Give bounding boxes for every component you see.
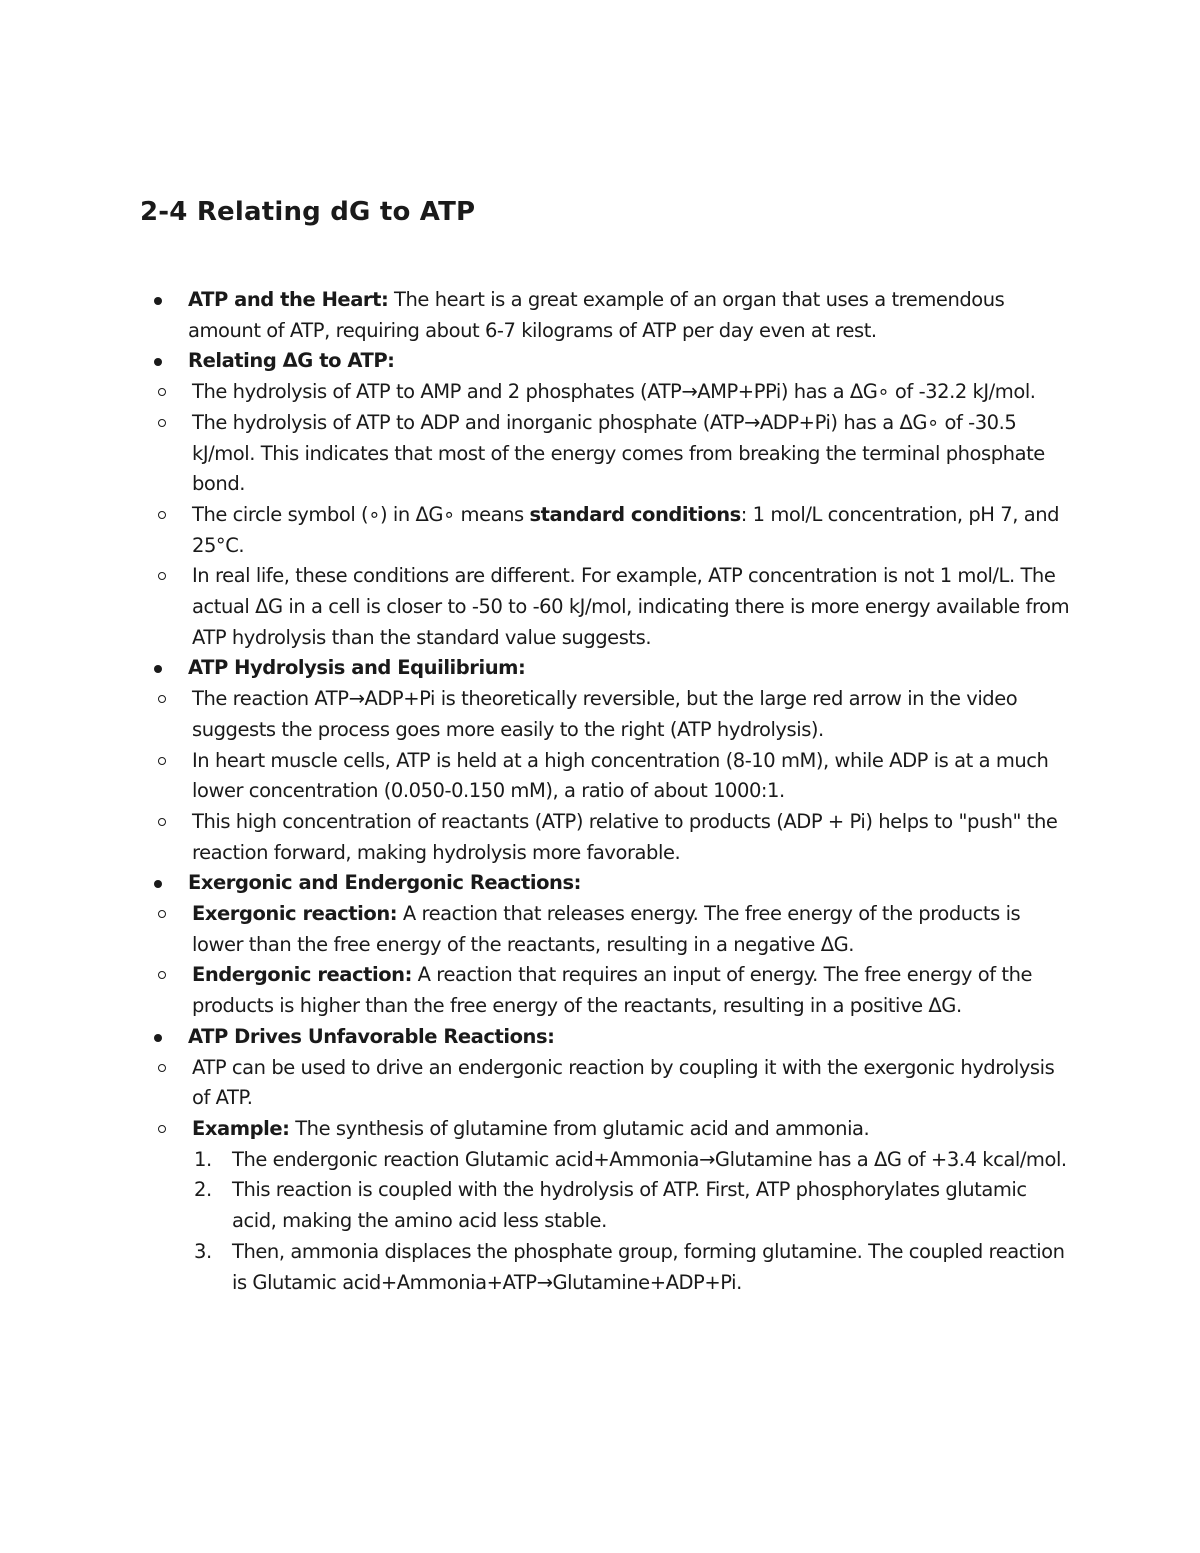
section-label: Exergonic and Endergonic Reactions: <box>188 871 581 895</box>
bullet-circle-icon <box>158 971 166 979</box>
sub-bullet-bold-term: standard conditions <box>529 502 741 526</box>
sub-bullet-text: The hydrolysis of ATP to AMP and 2 phosphates (ATP→AMP+PPi) has a ΔG∘ of -32.2 kJ/mol. <box>192 380 1036 404</box>
sub-bullet-text-post: A reaction that releases energy. The free energy of the products is lower than the free energy of the reactants, resulting in a negative ΔG. <box>192 902 1021 956</box>
section-text: The heart is a great example of an organ that uses a tremendous amount of ATP, requiring about 6-7 kilograms of ATP per day even at rest. <box>188 288 1005 342</box>
bullet-circle-icon <box>158 818 166 826</box>
sub-bullet-atp-to-adp <box>152 408 1072 500</box>
step-number: 3. <box>194 1239 212 1263</box>
step-text: The endergonic reaction Glutamic acid+Ammonia→Glutamine has a ΔG of +3.4 kcal/mol. <box>232 1147 1067 1171</box>
bullet-circle-icon <box>158 511 166 519</box>
bullet-relating-dg-to-atp <box>152 346 1072 377</box>
sub-bullet-text-post: : 1 mol/L concentration, pH 7, and 25°C. <box>192 502 1060 557</box>
bullet-disc-icon <box>154 297 162 305</box>
bullet-circle-icon <box>158 695 166 703</box>
numbered-step-1 <box>192 1145 1072 1176</box>
sub-bullet-standard-conditions <box>152 500 1072 561</box>
sub-bullet-real-life <box>152 561 1072 653</box>
bullet-circle-icon <box>158 572 166 580</box>
bullet-exergonic-endergonic <box>152 868 1072 899</box>
sub-bullet-text: ATP can be used to drive an endergonic reaction by coupling it with the exergonic hydrolysis of ATP. <box>192 1055 1055 1110</box>
sub-bullet-bold-term: Example: <box>192 1116 290 1140</box>
sub-bullet-atp-to-amp <box>152 377 1072 408</box>
section-label: ATP Hydrolysis and Equilibrium: <box>188 656 526 680</box>
sub-bullet-text: This high concentration of reactants (ATP) relative to products (ADP + Pi) helps to "push" the reaction forward, making hydrolysis more favorable. <box>192 809 1058 864</box>
bullet-circle-icon <box>158 1125 166 1133</box>
sub-bullet-endergonic <box>152 960 1072 1021</box>
sub-bullet-coupling <box>152 1053 1072 1114</box>
page-title: 2-4 Relating dG to ATP <box>140 197 476 227</box>
bullet-hydrolysis-equilibrium <box>152 653 1072 684</box>
bullet-circle-icon <box>158 1064 166 1072</box>
sub-bullet-text: The hydrolysis of ATP to ADP and inorganic phosphate (ATP→ADP+Pi) has a ΔG∘ of -30.5 kJ/mol. This indicates that most of the energy comes from breaking the terminal phosphate bond. <box>192 410 1045 496</box>
section-label: Relating ΔG to ATP: <box>188 349 395 373</box>
sub-bullet-exergonic <box>152 899 1072 960</box>
step-text: This reaction is coupled with the hydrolysis of ATP. First, ATP phosphorylates glutamic acid, making the amino acid less stable. <box>232 1178 1027 1233</box>
sub-bullet-text-post: A reaction that requires an input of energy. The free energy of the products is higher than the free energy of the reactants, resulting in a positive ΔG. <box>192 963 1033 1018</box>
bullet-disc-icon <box>154 1034 162 1042</box>
sub-bullet-text: In heart muscle cells, ATP is held at a high concentration (8-10 mM), while ADP is at a much lower concentration (0.050-0.150 mM), a ratio of about 1000:1. <box>192 748 1049 803</box>
step-text: Then, ammonia displaces the phosphate group, forming glutamine. The coupled reaction is Glutamic acid+Ammonia+ATP→Glutamine+ADP+Pi. <box>232 1239 1065 1294</box>
sub-bullet-push-reaction <box>152 807 1072 868</box>
bullet-disc-icon <box>154 665 162 673</box>
sub-bullet-bold-term: Endergonic reaction: <box>192 963 412 987</box>
bullet-circle-icon <box>158 910 166 918</box>
bullet-disc-icon <box>154 880 162 888</box>
numbered-step-3 <box>192 1237 1072 1298</box>
sub-bullet-text: The reaction ATP→ADP+Pi is theoretically reversible, but the large red arrow in the video suggests the process goes more easily to the right (ATP hydrolysis). <box>192 687 1018 741</box>
step-number: 2. <box>194 1178 212 1202</box>
bullet-atp-drives-reactions <box>152 1022 1072 1053</box>
numbered-step-2 <box>192 1175 1072 1236</box>
section-label: ATP and the Heart: <box>188 288 389 311</box>
notes-body <box>152 285 1072 1298</box>
sub-bullet-example <box>152 1114 1072 1145</box>
bullet-circle-icon <box>158 419 166 427</box>
sub-bullet-text: In real life, these conditions are different. For example, ATP concentration is not 1 mol/L. The actual ΔG in a cell is closer to -50 to -60 kJ/mol, indicating there is more energy available from ATP hydrolysis than the standard value suggests. <box>192 564 1070 649</box>
bullet-atp-and-heart <box>152 285 1072 346</box>
sub-bullet-bold-term: Exergonic reaction: <box>192 902 398 926</box>
numbered-steps <box>152 1145 1072 1299</box>
sub-bullet-text-post: The synthesis of glutamine from glutamic acid and ammonia. <box>289 1116 870 1140</box>
sub-bullet-reversible <box>152 684 1072 745</box>
sub-bullet-heart-muscle <box>152 746 1072 807</box>
bullet-circle-icon <box>158 757 166 765</box>
bullet-circle-icon <box>158 388 166 396</box>
section-label: ATP Drives Unfavorable Reactions: <box>188 1024 555 1048</box>
step-number: 1. <box>194 1147 212 1171</box>
sub-bullet-text-pre: The circle symbol (∘) in ΔG∘ means <box>192 502 530 526</box>
bullet-disc-icon <box>154 358 162 366</box>
